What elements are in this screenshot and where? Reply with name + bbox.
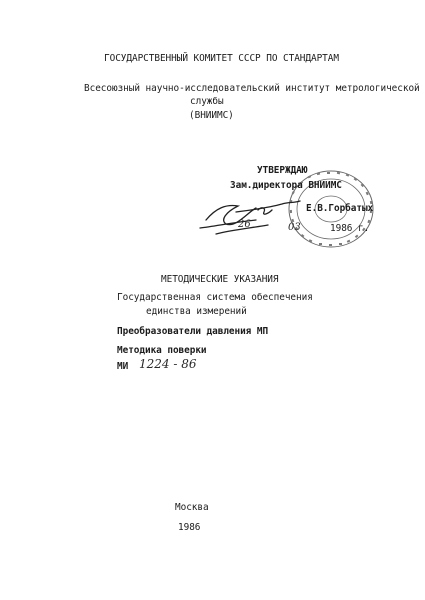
- approval-heading: УТВЕРЖДАЮ: [257, 165, 308, 176]
- document-type: МЕТОДИЧЕСКИЕ УКАЗАНИЯ: [161, 274, 279, 285]
- publication-year: 1986: [178, 522, 201, 533]
- document-code-number: 1224 - 86: [139, 357, 197, 371]
- publication-city: Москва: [175, 502, 209, 513]
- date-year: 1986 г.: [330, 223, 370, 234]
- institute-name-line2: службы: [190, 96, 224, 107]
- institute-name-line1: Всесоюзный научно-исследовательский институт метрологической: [84, 83, 420, 94]
- committee-heading: ГОСУДАРСТВЕННЫЙ КОМИТЕТ СССР ПО СТАНДАРТАМ: [104, 53, 339, 64]
- document-method: Методика поверки: [117, 345, 207, 356]
- institute-abbreviation: (ВНИИМС): [189, 110, 234, 121]
- system-title-line2: единства измерений: [146, 306, 247, 317]
- document-subject: Преобразователи давления МП: [117, 326, 269, 337]
- document-code-prefix: МИ: [117, 361, 129, 372]
- date-day: 26: [238, 219, 251, 230]
- date-month: 03: [288, 222, 301, 233]
- system-title-line1: Государственная система обеспечения: [117, 292, 313, 303]
- approver-name: Е.В.Горбатых: [306, 203, 374, 214]
- approver-position: Зам.директора ВНИИМС: [230, 180, 342, 191]
